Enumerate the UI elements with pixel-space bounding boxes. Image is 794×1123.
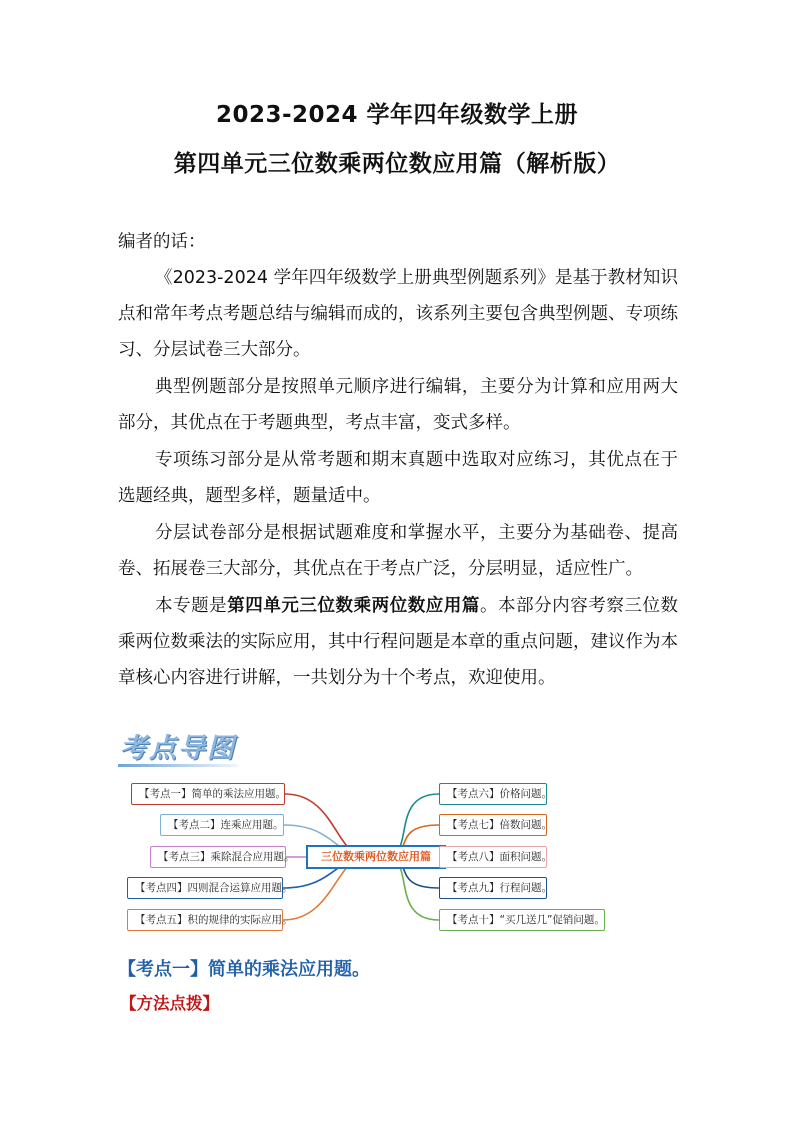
method-heading: 【方法点拨】	[120, 994, 219, 1013]
mindmap-node-right-5: 【考点十】“买几送几”促销问题。	[439, 909, 605, 931]
mindmap-node-left-4: 【考点四】四则混合运算应用题。	[127, 877, 283, 899]
mindmap-node-right-3: 【考点八】面积问题。	[439, 846, 547, 868]
editor-note-label: 编者的话：	[118, 232, 206, 252]
document-title-line2: 第四单元三位数乘两位数应用篇（解析版）	[173, 151, 621, 177]
p5-post: 。本部分内容考察三位数乘两位数乘法的实际应用，其中行程问题是本章的重点问题，建议作为本章核心内容进行讲解，一共划分为十个考点，欢迎使用。	[118, 596, 679, 689]
mindmap-node-right-1: 【考点六】价格问题。	[439, 783, 547, 805]
mindmap-heading: 考点导图	[120, 733, 236, 764]
mindmap-center-node: 三位数乘两位数应用篇	[306, 845, 446, 869]
mindmap-node-left-3: 【考点三】乘除混合应用题。	[150, 846, 286, 868]
section-title: 【考点一】简单的乘法应用题。	[118, 959, 370, 980]
intro-paragraph-1: 《2023-2024 学年四年级数学上册典型例题系列》是基于教材知识点和常年考点考题总结与编辑而成的，该系列主要包含典型例题、专项练习、分层试卷三大部分。	[118, 268, 678, 361]
document-title-line1: 2023-2024 学年四年级数学上册	[215, 102, 579, 128]
mindmap-node-left-2: 【考点二】连乘应用题。	[160, 814, 284, 836]
intro-paragraph-2: 典型例题部分是按照单元顺序进行编辑，主要分为计算和应用两大部分，其优点在于考题典型，考点丰富，变式多样。	[118, 377, 678, 434]
mindmap-node-left-1: 【考点一】简单的乘法应用题。	[131, 783, 285, 805]
mindmap-node-left-5: 【考点五】积的规律的实际应用。	[127, 909, 283, 931]
mindmap-node-right-2: 【考点七】倍数问题。	[439, 814, 547, 836]
intro-paragraph-4: 分层试卷部分是根据试题难度和掌握水平，主要分为基础卷、提高卷、拓展卷三大部分，其优点在于考点广泛，分层明显，适应性广。	[118, 523, 678, 580]
p5-pre: 本专题是	[155, 596, 228, 616]
p5-bold: 第四单元三位数乘两位数应用篇	[227, 596, 480, 616]
mindmap-node-right-4: 【考点九】行程问题。	[439, 877, 547, 899]
intro-paragraph-3: 专项练习部分是从常考题和期末真题中选取对应练习，其优点在于选题经典，题型多样，题量适中。	[118, 450, 678, 507]
